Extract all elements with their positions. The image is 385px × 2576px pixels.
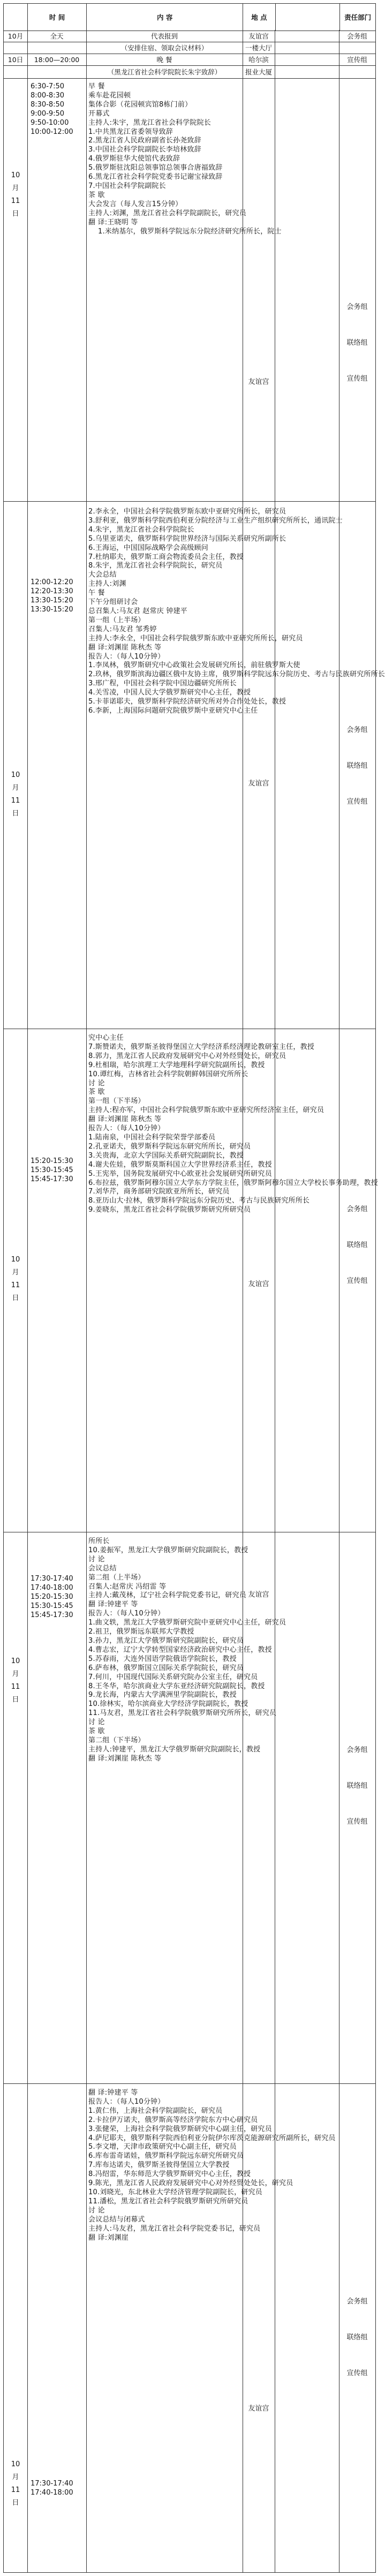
- agenda-line: 9.姜晓东，黑龙江省社会科学院俄罗斯研究所研究员: [88, 1206, 251, 1214]
- agenda-line: 第一组（上半场）: [88, 616, 145, 624]
- time-cell: [27, 42, 87, 54]
- agenda-line: 讨 论: [88, 2206, 105, 2215]
- time-slot: 8:30-8:50: [31, 100, 65, 109]
- place-cell: [243, 1532, 275, 2083]
- agenda-line: 2.李永全，中国社会科学院俄罗斯东欧中亚研究所所长，研究员: [88, 508, 286, 516]
- spacer-cell: [275, 78, 339, 501]
- date-text: 11: [11, 197, 20, 205]
- content-cell: 代表报到: [86, 30, 243, 42]
- spacer-cell: [275, 42, 339, 54]
- table-row: [3, 42, 376, 54]
- agenda-line: 第二组（下半场）: [88, 1736, 145, 1744]
- date-text: 月: [12, 1268, 19, 1276]
- agenda-line: 8.郭力，黑龙江省人民政府发展研究中心对外经贸处长，研究员: [88, 1052, 286, 1060]
- agenda-line: 3.张健荣，上海社会科学院俄罗斯研究中心副主任，研究员: [88, 2125, 272, 2133]
- table-header: [3, 3, 376, 31]
- agenda-line: 6.黑龙江省社会科学院党委书记谢宝禄致辞: [88, 173, 223, 182]
- date-text: 月: [12, 784, 19, 792]
- date-text: 月: [12, 1670, 19, 1678]
- date-text: 日: [12, 210, 19, 218]
- dept-label: 联络组: [346, 338, 368, 347]
- spacer-cell: [275, 1029, 339, 1532]
- agenda-line: 报告人：（每人10分钟）: [88, 2097, 165, 2106]
- dept-cell: [339, 2083, 375, 2572]
- agenda-line: 10.徐林实，哈尔滨商业大学经济学院副院长，教授: [88, 1700, 248, 1709]
- agenda-line: 4.萨尼耶夫，俄罗斯科学院西伯利亚分院伊尔库茨克能源研究所副所长，研究员: [88, 2134, 336, 2142]
- time-slot: 6:30-7:50: [31, 82, 65, 90]
- agenda-line: 9.陈光，黑龙江省人民政府发展研究中心对外经贸处处长，研究员: [88, 2179, 293, 2188]
- header-time: 时 间: [28, 4, 87, 31]
- agenda-line: 主持人:刘渊: [88, 580, 126, 588]
- dept-spacer: [339, 1250, 375, 1277]
- agenda-line: 8.朱宇，黑龙江省社会科学院院长，研究员: [88, 562, 223, 570]
- agenda-line: 大会总结: [88, 571, 117, 579]
- place-cell: 报业大厦: [243, 65, 275, 78]
- date-text: 10: [11, 2460, 20, 2468]
- agenda-line: 集体合影（花园顿宾馆8栋门前）: [88, 100, 192, 109]
- agenda-line: 3.邢广程，中国社会科学院中国边疆研究所所长: [88, 679, 237, 688]
- time-slot: 17:30-17:40: [31, 1575, 73, 1583]
- dept-label: 联络组: [346, 1781, 368, 1790]
- time-cell: 全天: [27, 30, 87, 42]
- agenda-line: 报告人：（每人10分钟）: [88, 1124, 165, 1133]
- date-cell: [4, 501, 28, 1029]
- venue-text: 友谊宫: [248, 1591, 269, 1599]
- time-slot: 10:00-12:00: [31, 127, 73, 136]
- date-text: 10: [11, 1256, 20, 1264]
- agenda-line: 5.苏春雨，大连外国语学院俄语学院院长，教授: [88, 1655, 237, 1663]
- time-slot: 15:20-15:30: [31, 1157, 73, 1165]
- date-text: 11: [11, 1683, 20, 1691]
- place-cell: 一楼大厅: [243, 42, 275, 54]
- dept-spacer: [339, 312, 375, 339]
- table-row: [3, 2083, 376, 2573]
- date-cell: [4, 1029, 28, 1532]
- agenda-line: 报告人：（每人10分钟）: [88, 652, 165, 661]
- time-slot: 9:50-10:00: [31, 118, 69, 127]
- date-cell: [4, 78, 28, 501]
- agenda-line: 2.孔亚诺夫，俄罗斯科学院远东研究所所长，研究员: [88, 1142, 251, 1151]
- header-dept: 责任部门: [344, 13, 372, 21]
- dept-cell: 宣传组: [347, 56, 367, 64]
- venue-text: 友谊宫: [248, 1280, 269, 1288]
- agenda-line: 报告人：（每人10分钟）: [88, 1610, 165, 1618]
- content-cell: 晚 餐: [86, 54, 243, 65]
- agenda-line: 下午分组研讨会: [88, 598, 138, 607]
- agenda-line: 4.俄罗斯驻华大使馆代表致辞: [88, 155, 180, 163]
- dept-cell: [339, 1029, 375, 1532]
- spacer-cell: [275, 2083, 339, 2572]
- agenda-line: 6.布拉兹，俄罗斯阿穆尔国立大学东方学院主任，俄罗斯阿穆尔国立大学校长事务助理，教授: [88, 1179, 378, 1187]
- dept-label: 会务组: [346, 2298, 368, 2306]
- time-slot: 8:00-8:30: [31, 91, 65, 100]
- agenda-line: 3.中国社会科学院副院长李培林致辞: [88, 146, 201, 154]
- time-cell: [27, 78, 87, 501]
- agenda-line: 1.中共黑龙江省委领导致辞: [88, 127, 173, 136]
- dept-cell: [339, 65, 375, 78]
- agenda-line: 翻 译:刘渊崖 陈秋杰 等: [88, 1115, 162, 1124]
- dept-spacer: [339, 1214, 375, 1241]
- dept-label: 宣传组: [346, 374, 368, 383]
- date-text: 11: [11, 1281, 20, 1289]
- date-text: 日: [12, 810, 19, 818]
- dept-spacer: [339, 771, 375, 798]
- venue-text: 友谊宫: [248, 780, 269, 788]
- agenda-line: 5.俄罗斯驻沈阳总领事馆总领事合唐福致辞: [88, 164, 223, 172]
- agenda-line: 总召集人:马友君 赵常庆 钟建平: [88, 607, 187, 615]
- place-cell: 友谊宫: [243, 30, 275, 42]
- date-cell: [4, 2083, 28, 2572]
- schedule-table: [3, 3, 385, 2573]
- agenda-line: 10.姜振军，黑龙江大学俄罗斯研究院副院长，教授: [88, 1546, 248, 1554]
- time-cell: [27, 1532, 87, 2083]
- agenda-line: 会议总结: [88, 1564, 117, 1573]
- time-slot: 15:45-17:30: [31, 1175, 73, 1183]
- agenda-line: 9.杜相瑞，哈尔滨理工大学地理科学研究院副所长，教授: [88, 1061, 265, 1069]
- agenda-line: 6.王海运，中国国际战略学会高级顾问: [88, 543, 209, 552]
- time-cell: [27, 65, 87, 78]
- table-row: [3, 501, 385, 1029]
- table-row: [3, 65, 376, 79]
- dept-label: 联络组: [346, 2333, 368, 2341]
- agenda-line: 8.亚历山大·拉林，俄罗斯科学院远东分院历史、考古与民族研究所所长: [88, 1197, 310, 1205]
- agenda-line: 2.祖卫，俄罗斯远东联邦大学教授: [88, 1628, 194, 1636]
- time-slot: 15:20-15:30: [31, 1592, 73, 1601]
- agenda-line: 1.陆南泉，中国社会科学院荣誉学部委员: [88, 1133, 216, 1142]
- agenda-line: 所所长: [88, 1537, 110, 1545]
- agenda-line: 7.库布达诺夫，俄罗斯圣彼得堡国立大学教授: [88, 2161, 230, 2170]
- agenda-line: 大会发言（每人发言15分钟）: [88, 200, 183, 208]
- dept-spacer: [339, 1755, 375, 1782]
- agenda-line: 主持人:程亦军，中国社会科学院俄罗斯东欧中亚研究所经济室主任，研究员: [88, 1106, 324, 1115]
- spacer-cell: [275, 54, 339, 65]
- agenda-line: 4.关雪凌，中国人民大学俄罗斯研究中心主任，教授: [88, 689, 251, 697]
- time-slot: 12:00-12:20: [31, 578, 73, 586]
- time-cell: [27, 2083, 87, 2572]
- agenda-line: 乘车赴花园顿: [88, 91, 131, 100]
- agenda-line: 3.舒利亚，俄罗斯科学院西伯利亚分院经济与工业生产组织研究所所长，通讯院士: [88, 516, 343, 525]
- header-date: [4, 4, 28, 31]
- date-text: 日: [12, 1294, 19, 1302]
- dept-spacer: [339, 735, 375, 762]
- time-slot: 17:40-18:00: [31, 1583, 73, 1592]
- date-text: 月: [12, 2473, 19, 2481]
- date-text: 10: [11, 771, 20, 779]
- agenda-line: 1.黄仁伟，上海社会科学院副院长，研究员: [88, 2106, 223, 2115]
- venue-text: 友谊宫: [248, 2405, 269, 2413]
- time-cell: [27, 1029, 87, 1532]
- agenda-line: 究中心主任: [88, 1034, 124, 1042]
- agenda-line: 3.关贵海，北京大学国际关系研究院副院长，教授: [88, 1151, 244, 1160]
- agenda-line: 11.马友君，黑龙江省社会科学院俄罗斯研究所所长，研究员: [88, 1709, 277, 1718]
- agenda-line: 第二组（上半场）: [88, 1573, 145, 1582]
- agenda-line: 讨 论: [88, 1718, 105, 1727]
- agenda-line: 6.萨布林，俄罗斯国立国际关系学院院长，研究员: [88, 1664, 244, 1672]
- agenda-line: 主持人:李永全，中国社会科学院俄罗斯东欧中亚研究所所长，研究员: [88, 634, 303, 643]
- table-row: [3, 1532, 376, 2084]
- agenda-line: 1.米纳基尔，俄罗斯科学院远东分院经济研究所所长，院士: [98, 227, 282, 236]
- dept-label: 会务组: [346, 1746, 368, 1754]
- place-cell: [243, 501, 275, 1029]
- time-slot: 9:00-9:50: [31, 109, 65, 118]
- table-row: [3, 30, 376, 42]
- dept-cell: [339, 1532, 375, 2083]
- date-text: 日: [12, 2499, 19, 2507]
- spacer-cell: [275, 30, 339, 42]
- time-slot: 17:30-17:40: [31, 2480, 73, 2488]
- table-row: [3, 78, 376, 502]
- venue-text: 友谊宫: [248, 378, 269, 386]
- agenda-line: 4.谢夫佐娃，俄罗斯莫斯科国立大学世界经济系主任，教授: [88, 1160, 272, 1169]
- agenda-line: 主持人:朱宇，黑龙江省社会科学院院长: [88, 118, 211, 127]
- agenda-line: 1.曲文轶，黑龙江大学俄罗斯研究院中亚研究中心主任，研究员: [88, 1619, 286, 1627]
- dept-label: 联络组: [346, 761, 368, 770]
- dept-label: 宣传组: [346, 2369, 368, 2377]
- dept-cell: [339, 42, 375, 54]
- time-slot: 15:30-15:45: [31, 1601, 73, 1610]
- spacer-cell: [275, 65, 339, 78]
- dept-spacer: [339, 348, 375, 375]
- date-text: 月: [12, 184, 19, 192]
- dept-label: 宣传组: [346, 1817, 368, 1826]
- time-cell: 18:00—20:00: [27, 54, 87, 65]
- agenda-line: 翻 译:刘渊崖 陈秋杰 等: [88, 1754, 162, 1763]
- agenda-line: 召集人:赵常庆 冯绍雷 等: [88, 1582, 167, 1591]
- time-slot: 17:40-18:00: [31, 2488, 73, 2497]
- date-cell: [4, 65, 28, 78]
- agenda-line: 10.刘晓光，东北林业大学经济管理学院副院长，研究员: [88, 2188, 262, 2196]
- time-slot: 15:30-15:45: [31, 1166, 73, 1174]
- date-text: 日: [12, 1696, 19, 1704]
- agenda-line: 7.何川，中国现代国际关系研究院办公室主任，研究员: [88, 1673, 258, 1681]
- date-cell: [4, 42, 28, 54]
- agenda-line: 讨 论: [88, 1079, 105, 1087]
- agenda-line: 5.乌里亚诺夫，俄罗斯科学院世界经济与国际关系研究所副所长: [88, 534, 286, 543]
- spacer-cell: [275, 1532, 339, 2083]
- agenda-line: 6.库布雷奇诺娃，俄罗斯科学院远东研究所研究员: [88, 2152, 244, 2160]
- dept-label: 会务组: [346, 726, 368, 734]
- date-cell: 10日: [4, 54, 28, 65]
- agenda-line: 6.李新，上海国际问题研究院俄罗斯中亚研究中心主任: [88, 706, 258, 715]
- agenda-line: 主持人:戴茂林，辽宁社会科学院党委书记，研究员: [88, 1591, 246, 1600]
- date-text: 11: [11, 797, 20, 805]
- content-cell: （安排住宿、领取会议材料）: [86, 42, 243, 54]
- dept-spacer: [339, 2343, 375, 2369]
- header-spacer: [276, 4, 340, 31]
- agenda-line: 1.李凤林，俄罗斯研究中心政策社会发展研究所长，前驻俄罗斯大使: [88, 661, 300, 670]
- agenda-line: 翻 译:钟建平 等: [88, 1600, 138, 1609]
- agenda-line: 3.孙力，黑龙江大学俄罗斯研究院副院长，研究员: [88, 1636, 244, 1645]
- place-cell: 哈尔滨: [243, 54, 275, 65]
- agenda-line: 8.冯绍雷，华东师范大学俄罗斯研究中心主任，教授: [88, 2170, 251, 2179]
- agenda-line: 5.李文增，天津市政策研究中心副主任，研究员: [88, 2143, 237, 2151]
- agenda-line: 5.王宪举，国务院发展研究中心欧亚社会发展研究所研究员: [88, 1169, 272, 1178]
- date-text: 11: [11, 2486, 20, 2494]
- place-cell: [243, 2083, 275, 2572]
- dept-spacer: [339, 2307, 375, 2333]
- agenda-line: 早 餐: [88, 82, 105, 90]
- dept-label: 会务组: [346, 1205, 368, 1213]
- agenda-line: 茶 歇: [88, 1088, 105, 1097]
- dept-label: 宣传组: [346, 797, 368, 806]
- dept-cell: 会务组: [347, 32, 367, 40]
- agenda-line: 2.玖林，俄罗斯滨海边疆区俄中友协主席，俄罗斯科学院远东分院历史、考古与民族研究所所长: [88, 670, 385, 679]
- header-content: 内 容: [87, 4, 243, 31]
- dept-cell: [339, 501, 375, 1029]
- time-slot: 15:45-17:30: [31, 1611, 73, 1619]
- agenda-line: 主持人:马友君，黑龙江省社会科学院党委书记，研究员: [88, 2224, 261, 2233]
- agenda-line: 翻 译:王晓明 等: [88, 218, 138, 226]
- agenda-line: 2.黑龙江省人民政府副省长孙尧致辞: [88, 137, 201, 145]
- dept-label: 宣传组: [346, 1276, 368, 1285]
- agenda-line: 4.朱宇，黑龙江省社会科学院院长: [88, 525, 194, 534]
- table-row: [3, 1029, 376, 1532]
- agenda-line: 7.中国社会科学院副院长: [88, 182, 166, 190]
- agenda-line: 7.斯赞诺夫，俄罗斯圣彼得堡国立大学经济系经济理论教研室主任，教授: [88, 1043, 315, 1051]
- content-cell: （黑龙江省社会科学院院长朱宇致辞）: [86, 65, 243, 78]
- agenda-line: 2.卡拉伊万诺夫，俄罗斯高等经济学院东方中心研究员: [88, 2116, 258, 2124]
- date-cell: [4, 1532, 28, 2083]
- header-place: 地 点: [243, 4, 276, 31]
- agenda-line: 10.谭红梅，吉林省社会科学院朝鲜韩国研究所所长: [88, 1070, 248, 1078]
- agenda-line: 召集人:马友君 邹秀婷: [88, 625, 157, 633]
- time-slot: 13:30-15:20: [31, 596, 73, 605]
- agenda-line: 5.卡菲诺耶夫，俄罗斯科学院经济研究所对外合作处处长，教授: [88, 698, 286, 706]
- agenda-line: 茶 歇: [88, 1727, 105, 1736]
- dept-label: 联络组: [346, 1241, 368, 1249]
- time-cell: [27, 501, 87, 1029]
- agenda-line: 8.王冬华，哈尔滨商业大学东亚经济研究院副院长，教授: [88, 1682, 265, 1690]
- place-cell: [243, 1029, 275, 1532]
- dept-cell: [339, 78, 375, 501]
- time-slot: 13:30-15:20: [31, 605, 73, 614]
- agenda-line: 会议总结与闭幕式: [88, 2215, 145, 2224]
- agenda-line: 7.杜纳耶夫，俄罗斯工商会物流委员会主任，教授: [88, 553, 244, 561]
- place-cell: [243, 78, 275, 501]
- table-row: [3, 54, 376, 66]
- agenda-line: 9.龙长海，内蒙古大学满洲里学院副院长，教授: [88, 1691, 237, 1699]
- date-text: 10: [11, 1657, 20, 1665]
- date-cell: 10月: [4, 30, 28, 42]
- agenda-line: 开幕式: [88, 109, 110, 118]
- agenda-line: 讨 论: [88, 1555, 105, 1563]
- agenda-line: 7.刘华芹，商务部研究院欧亚所所长，研究员: [88, 1188, 230, 1196]
- agenda-line: 第一组（下半场）: [88, 1097, 145, 1106]
- agenda-line: 主持人:刘渊，黑龙江省社会科学院副院长，研究员: [88, 209, 246, 217]
- agenda-line: 午 餐: [88, 589, 105, 598]
- agenda-line: 翻 译:刘渊崖 陈秋杰 等: [88, 643, 162, 652]
- time-slot: 12:20-13:30: [31, 587, 73, 595]
- agenda-line: 主持人:钟建平，黑龙江大学俄罗斯研究院副院长，教授: [88, 1745, 261, 1754]
- spacer-cell: [275, 501, 339, 1029]
- date-text: 10: [11, 171, 20, 179]
- agenda-line: 翻 译:钟建平 等: [88, 2089, 138, 2097]
- dept-label: 会务组: [346, 303, 368, 311]
- agenda-line: 4.曹志宏，辽宁大学转型国家经济政治研究中心主任，教授: [88, 1645, 272, 1654]
- agenda-line: 翻 译:刘渊崖: [88, 2233, 129, 2242]
- agenda-line: 11.潘松，黑龙江省社会科学院俄罗斯研究所研究员: [88, 2197, 248, 2205]
- dept-spacer: [339, 1791, 375, 1818]
- agenda-line: 茶 歇: [88, 191, 105, 199]
